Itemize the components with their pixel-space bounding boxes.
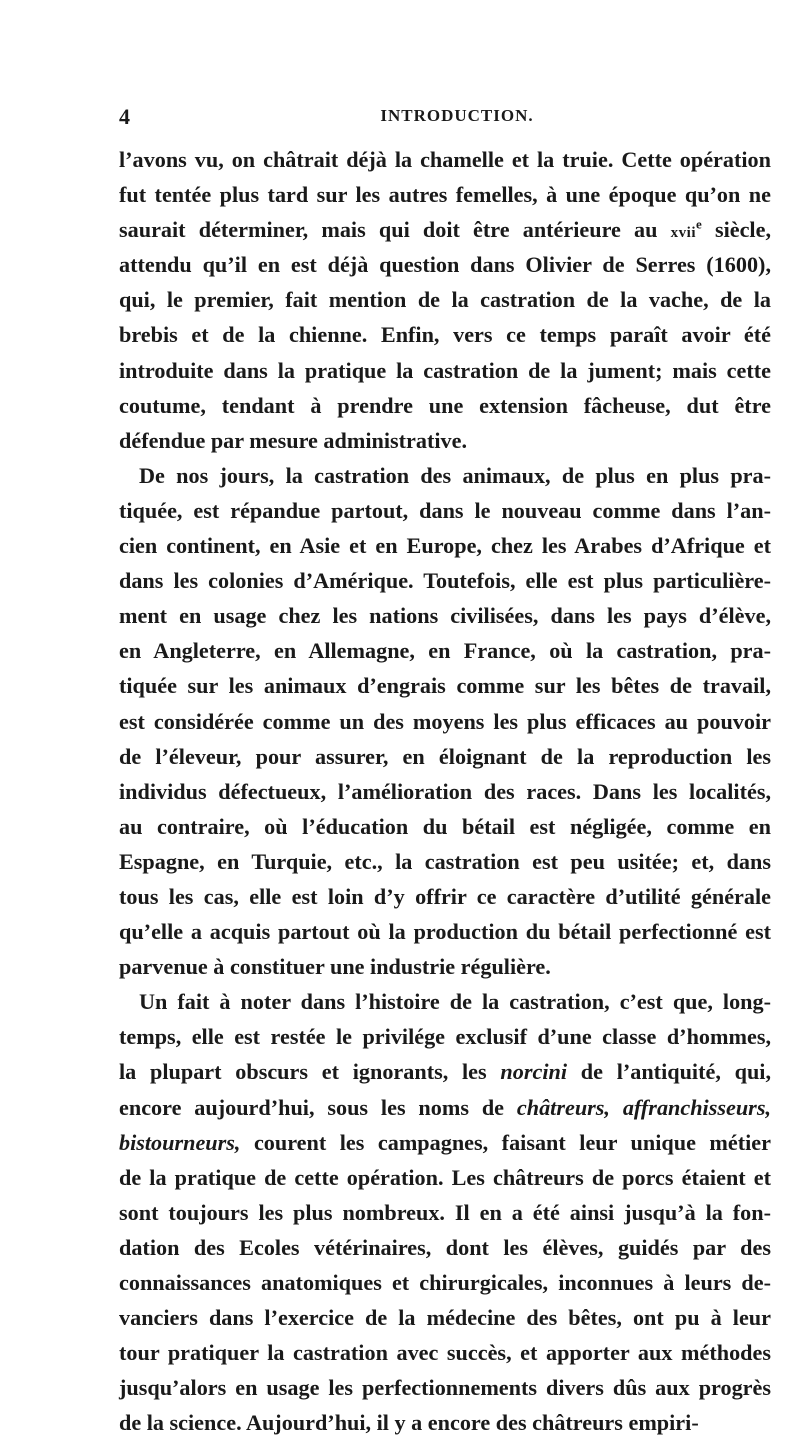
italic-term: norcini [500,1059,568,1085]
text-line: tous les cas, elle est loin d’y offrir ce caractère d’utilité générale [119,883,771,909]
text-line: Un fait à noter dans l’histoire de la castration, c’est que, long- [139,989,771,1015]
text-line: ment en usage chez les nations civilisées, dans les pays d’élève, [119,603,771,629]
text-line: introduite dans la pratique la castration de la jument; mais cette [119,357,771,383]
text-line: qui, le premier, fait mention de la castration de la vache, de la [119,287,771,313]
text-line: l’avons vu, on châtrait déjà la chamelle et la truie. Cette opération [119,147,771,172]
text-line: fut tentée plus tard sur les autres femelles, à une époque qu’on ne [119,182,771,208]
text-segment: courent les campagnes, faisant leur unique métier [240,1129,771,1155]
text-line: défendue par mesure administrative. [119,427,468,453]
page-header [119,104,771,132]
text-line: est considérée comme un des moyens les plus efficaces au pouvoir [119,708,771,734]
italic-term: châtreurs, affranchisseurs, [516,1094,771,1120]
text-line [119,1090,771,1125]
text-line: jusqu’alors en usage les perfectionnements divers dûs aux progrès [119,1375,771,1401]
text-line: sont toujours les plus nombreux. Il en a été ainsi jusqu’à la fon- [119,1199,771,1225]
text-line: connaissances anatomiques et chirurgicales, inconnues à leurs de- [119,1270,771,1295]
text-line: cien continent, en Asie et en Europe, chez les Arabes d’Afrique et [119,533,771,559]
text-line: dans les colonies d’Amérique. Toutefois, elle est plus particulière- [119,568,771,594]
text-line: dation des Ecoles vétérinaires, dont les élèves, guidés par des [119,1234,771,1260]
text-line: temps, elle est restée le privilége exclusif d’une classe d’hommes, [119,1024,771,1050]
text-line [119,1054,771,1089]
running-title: INTRODUCTION. [380,106,534,125]
text-segment: saurait déterminer, mais qui doit être antérieure au [119,217,671,243]
text-line: De nos jours, la castration des animaux, de plus en plus pra- [139,462,771,488]
text-line: coutume, tendant à prendre une extension fâcheuse, dut être [119,392,771,418]
text-line: tiquée sur les animaux d’engrais comme sur les bêtes de travail, [119,673,771,699]
text-line: tour pratiquer la castration avec succès, et apporter aux méthodes [119,1340,771,1366]
text-line: de la science. Aujourd’hui, il y a encore des châtreurs empiri- [119,1410,699,1436]
century-numeral: xvii [670,225,696,242]
text-line: individus défectueux, l’amélioration des races. Dans les localités, [119,778,771,804]
text-line [119,1125,771,1160]
text-line: tiquée, est répandue partout, dans le nouveau comme dans l’an- [119,497,771,523]
text-line [119,212,771,247]
text-line: qu’elle a acquis partout où la production du bétail perfectionné est [119,919,771,945]
text-line: de l’éleveur, pour assurer, en éloignant de la reproduction les [119,743,771,769]
text-line: attendu qu’il en est déjà question dans Olivier de Serres (1600), [119,252,771,278]
superscript: e [696,216,702,232]
text-line: en Angleterre, en Allemagne, en France, où la castration, pra- [119,638,771,664]
body-text [119,142,771,1440]
text-line: vanciers dans l’exercice de la médecine des bêtes, ont pu à leur [119,1305,771,1331]
text-segment: siècle, [701,217,771,243]
text-line: Espagne, en Turquie, etc., la castration est peu usitée; et, dans [119,848,771,874]
text-line: brebis et de la chienne. Enfin, vers ce temps paraît avoir été [119,322,771,348]
text-line: au contraire, où l’éducation du bétail est négligée, comme en [119,813,771,839]
text-segment: de l’antiquité, qui, [567,1059,771,1085]
italic-term: bistourneurs, [119,1129,241,1155]
text-line: parvenue à constituer une industrie régulière. [119,954,551,980]
text-segment: la plupart obscurs et ignorants, les [119,1059,501,1085]
text-segment: encore aujourd’hui, sous les noms de [119,1094,517,1120]
page-number: 4 [119,104,130,129]
text-line: de la pratique de cette opération. Les châtreurs de porcs étaient et [119,1164,771,1190]
